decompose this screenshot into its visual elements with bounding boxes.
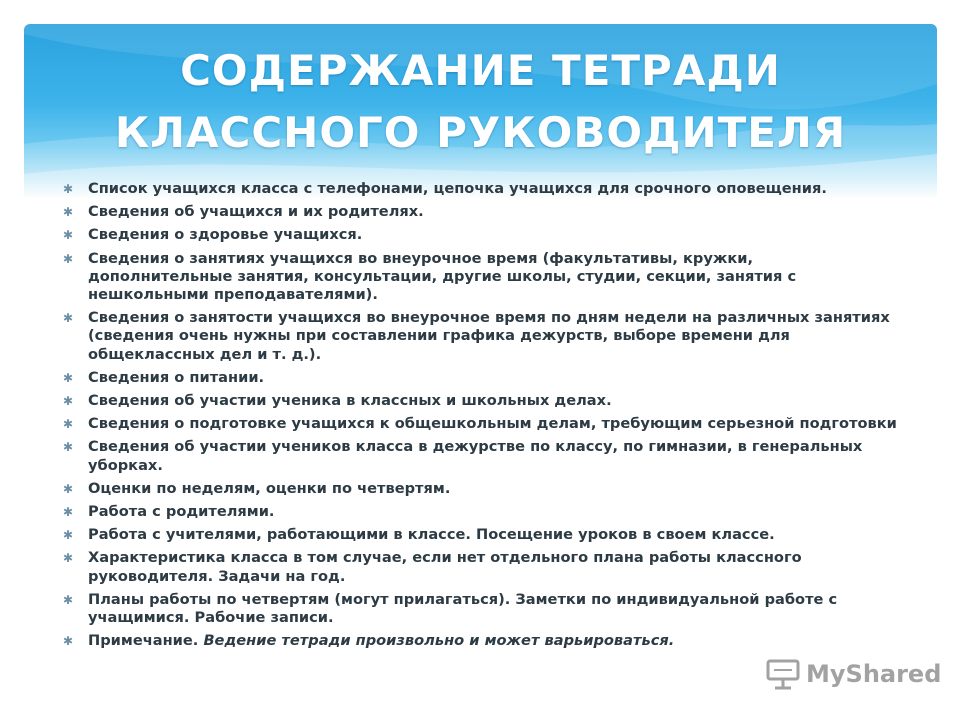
list-item	[63, 415, 898, 433]
asterisk-bullet-icon: ✱	[63, 528, 74, 543]
list-item	[63, 203, 898, 221]
list-item	[63, 249, 898, 305]
list-item	[63, 226, 898, 244]
list-item-text: Список учащихся класса с телефонами, цепочка учащихся для срочного оповещения.	[88, 180, 827, 197]
list-item-text: Планы работы по четвертям (могут прилагаться). Заметки по индивидуальной работе с учащимися. Рабочие записи.	[88, 590, 838, 627]
asterisk-bullet-icon: ✱	[63, 205, 74, 220]
watermark	[766, 657, 941, 691]
list-item	[63, 503, 898, 521]
list-item	[63, 549, 898, 585]
note-item	[63, 632, 898, 650]
list-item-text: Работа с учителями, работающими в классе. Посещение уроков в своем классе.	[88, 526, 775, 544]
content-list	[63, 180, 898, 655]
list-item-text: Работа с родителями.	[88, 503, 275, 521]
asterisk-bullet-icon: ✱	[63, 417, 74, 432]
asterisk-bullet-icon: ✱	[63, 228, 74, 243]
list-item	[63, 438, 898, 474]
asterisk-bullet-icon: ✱	[63, 370, 74, 385]
list-item-text: Сведения о питании.	[88, 368, 265, 386]
asterisk-bullet-icon: ✱	[63, 551, 74, 566]
list-item	[63, 309, 898, 364]
title-line-2: КЛАССНОГО РУКОВОДИТЕЛЯ	[114, 108, 847, 157]
list-item-text: Сведения об учащихся и их родителях.	[88, 203, 424, 221]
asterisk-bullet-icon: ✱	[63, 634, 74, 649]
list-item-text: Сведения о занятиях учащихся во внеурочное время (факультативы, кружки, дополнительные занятия, консультации, другие школы, студии, секции, занятия с нешкольными преподавателями).	[88, 249, 797, 304]
list-item-text: Сведения о занятости учащихся во внеурочное время по дням недели на различных занятиях (сведения очень нужны при составлении графика дежурств, выборе времени для общеклассных дел и т. д.).	[88, 309, 890, 363]
list-item-text: Сведения об участии учеников класса в дежурстве по классу, по гимназии, в генеральных уборках.	[88, 438, 863, 474]
list-item	[63, 590, 898, 627]
list-item	[63, 368, 898, 387]
list-item	[63, 392, 898, 410]
list-item-text: Характеристика класса в том случае, если нет отдельного плана работы классного руководителя. Задачи на год.	[88, 549, 802, 585]
asterisk-bullet-icon: ✱	[63, 182, 74, 196]
title-line-1: СОДЕРЖАНИЕ ТЕТРАДИ	[180, 46, 781, 95]
list-item	[63, 479, 898, 498]
asterisk-bullet-icon: ✱	[63, 440, 74, 455]
asterisk-bullet-icon: ✱	[63, 592, 74, 607]
page-title	[24, 40, 937, 164]
asterisk-bullet-icon: ✱	[63, 311, 74, 326]
asterisk-bullet-icon: ✱	[63, 251, 74, 266]
list-item-text: Сведения о здоровье учащихся.	[88, 226, 363, 244]
presentation-board-icon	[766, 658, 800, 690]
list-item	[63, 526, 898, 544]
list-item-text: Сведения об участии ученика в классных и школьных делах.	[88, 392, 612, 410]
asterisk-bullet-icon: ✱	[63, 505, 74, 520]
note-text: Ведение тетради произвольно и может варьироваться.	[203, 632, 675, 650]
list-item	[63, 180, 898, 198]
list-item-text: Сведения о подготовке учащихся к общешкольным делам, требующим серьезной подготовки	[88, 415, 897, 433]
asterisk-bullet-icon: ✱	[63, 394, 74, 409]
note-label: Примечание.	[88, 632, 199, 650]
asterisk-bullet-icon: ✱	[63, 481, 74, 496]
list-item-text: Оценки по неделям, оценки по четвертям.	[88, 479, 451, 497]
watermark-text: MyShared	[806, 660, 942, 688]
